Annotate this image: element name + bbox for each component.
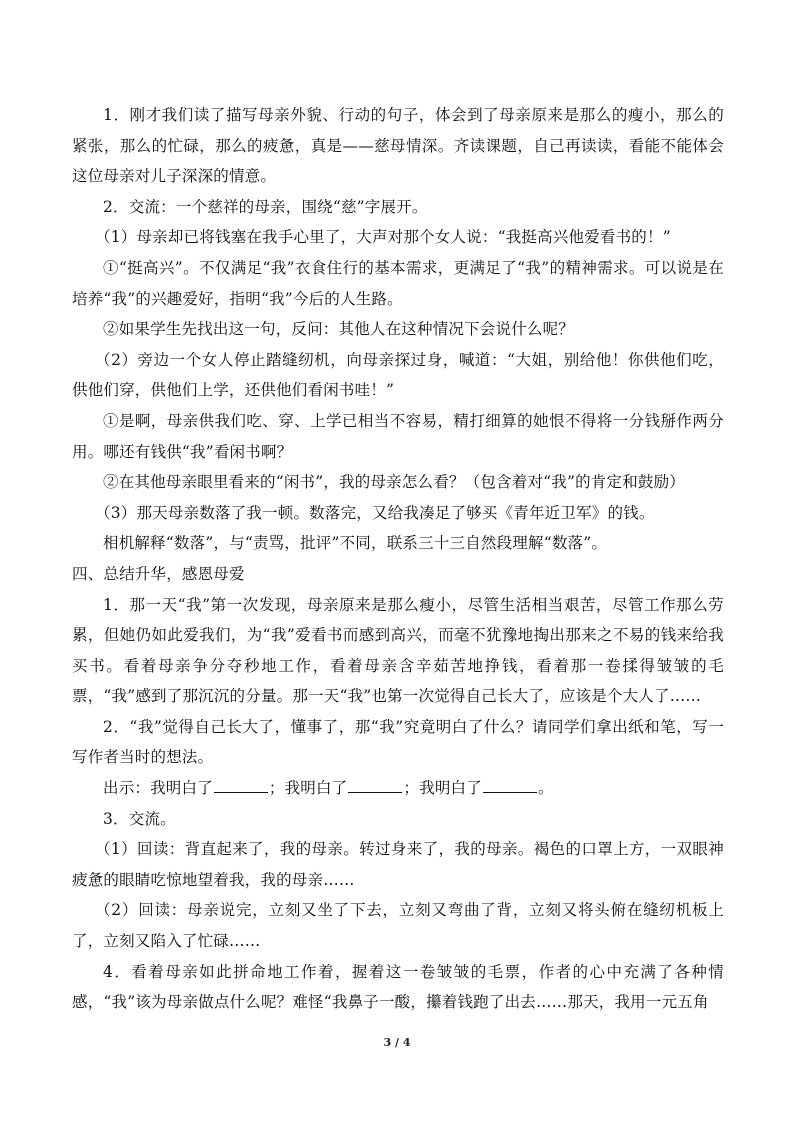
paragraph-4: ①“挺高兴”。不仅满足“我”衣食住行的基本需求，更满足了“我”的精神需求。可以说是在培养“我”的兴趣爱好，指明“我”今后的人生路。	[72, 258, 724, 308]
fill-blank-mid-2: ；我明白了	[403, 779, 482, 798]
paragraph-9: （3）那天母亲数落了我一顿。数落完，又给我凑足了够买《青年近卫军》的钱。	[95, 503, 655, 522]
page-number: 3 / 4	[383, 1036, 411, 1049]
fill-blank-suffix: 。	[537, 779, 554, 798]
blank-line-3	[483, 776, 537, 793]
body-text	[72, 100, 724, 1018]
paragraph-8: ②在其他母亲眼里看来的“闲书”，我的母亲怎么看？（包含着对“我”的肯定和鼓励）	[103, 473, 685, 492]
paragraph-6: （2）旁边一个女人停止踏缝纫机，向母亲探过身，喊道：“大姐，别给他！你供他们吃，供他们穿，供他们上学，还供他们看闲书哇！”	[72, 350, 724, 400]
paragraph-7: ①是啊，母亲供我们吃、穿、上学已相当不容易，精打细算的她恨不得将一分钱掰作两分用。哪还有钱供“我”看闲书啊？	[72, 411, 724, 461]
blank-line-2	[348, 776, 402, 793]
paragraph-5: ②如果学生先找出这一句，反问：其他人在这种情况下会说什么呢？	[103, 320, 575, 339]
blank-line-1	[214, 776, 268, 793]
paragraph-13: 3．交流。	[103, 809, 176, 828]
paragraph-11: 1．那一天“我”第一次发现，母亲原来是那么瘦小，尽管生活相当艰苦，尽管工作那么劳累，但她仍如此爱我们，为“我”爱看书而感到高兴，而毫不犹豫地掏出那来之不易的钱来给我买书。看着母亲争分夺秒地工作，看着母亲含辛茹苦地挣钱，看着那一卷揉得皱皱的毛票，“我”感到了那沉沉的分量。那一天“我”也第一次觉得自己长大了，应该是个大人了……	[72, 595, 724, 706]
paragraph-15: （2）回读：母亲说完，立刻又坐了下去，立刻又弯曲了背，立刻又将头俯在缝纫机板上了，立刻又陷入了忙碌……	[72, 901, 724, 951]
paragraph-12: 2．“我”觉得自己长大了，懂事了，那“我”究竟明白了什么？请同学们拿出纸和笔，写一写作者当时的想法。	[72, 717, 724, 767]
section-heading: 四、总结升华，感恩母爱	[72, 564, 245, 583]
paragraph-3: （1）母亲却已将钱塞在我手心里了，大声对那个女人说：“我挺高兴他爱看书的！”	[95, 228, 671, 247]
fill-blank-prefix: 出示：我明白了	[103, 779, 213, 798]
paragraph-1: 1．刚才我们读了描写母亲外貌、行动的句子，体会到了母亲原来是那么的瘦小，那么的紧张，那么的忙碌，那么的疲惫，真是——慈母情深。齐读课题，自己再读读，看能不能体会这位母亲对儿子深深的情意。	[72, 106, 724, 186]
paragraph-14: （1）回读：背直起来了，我的母亲。转过身来了，我的母亲。褐色的口罩上方，一双眼神疲惫的眼睛吃惊地望着我，我的母亲……	[72, 840, 724, 889]
paragraph-10: 相机解释“数落”，与“责骂，批评”不同，联系三十三自然段理解“数落”。	[103, 534, 608, 553]
fill-blank-line	[72, 773, 724, 804]
paragraph-16: 4．看着母亲如此拼命地工作着，握着这一卷皱皱的毛票，作者的心中充满了各种情感，“我”该为母亲做点什么呢？难怪“我鼻子一酸，攥着钱跑了出去……那天，我用一元五角	[72, 962, 724, 1012]
fill-blank-mid-1: ；我明白了	[268, 779, 348, 798]
paragraph-2: 2．交流：一个慈祥的母亲，围绕“慈”字展开。	[103, 197, 428, 216]
